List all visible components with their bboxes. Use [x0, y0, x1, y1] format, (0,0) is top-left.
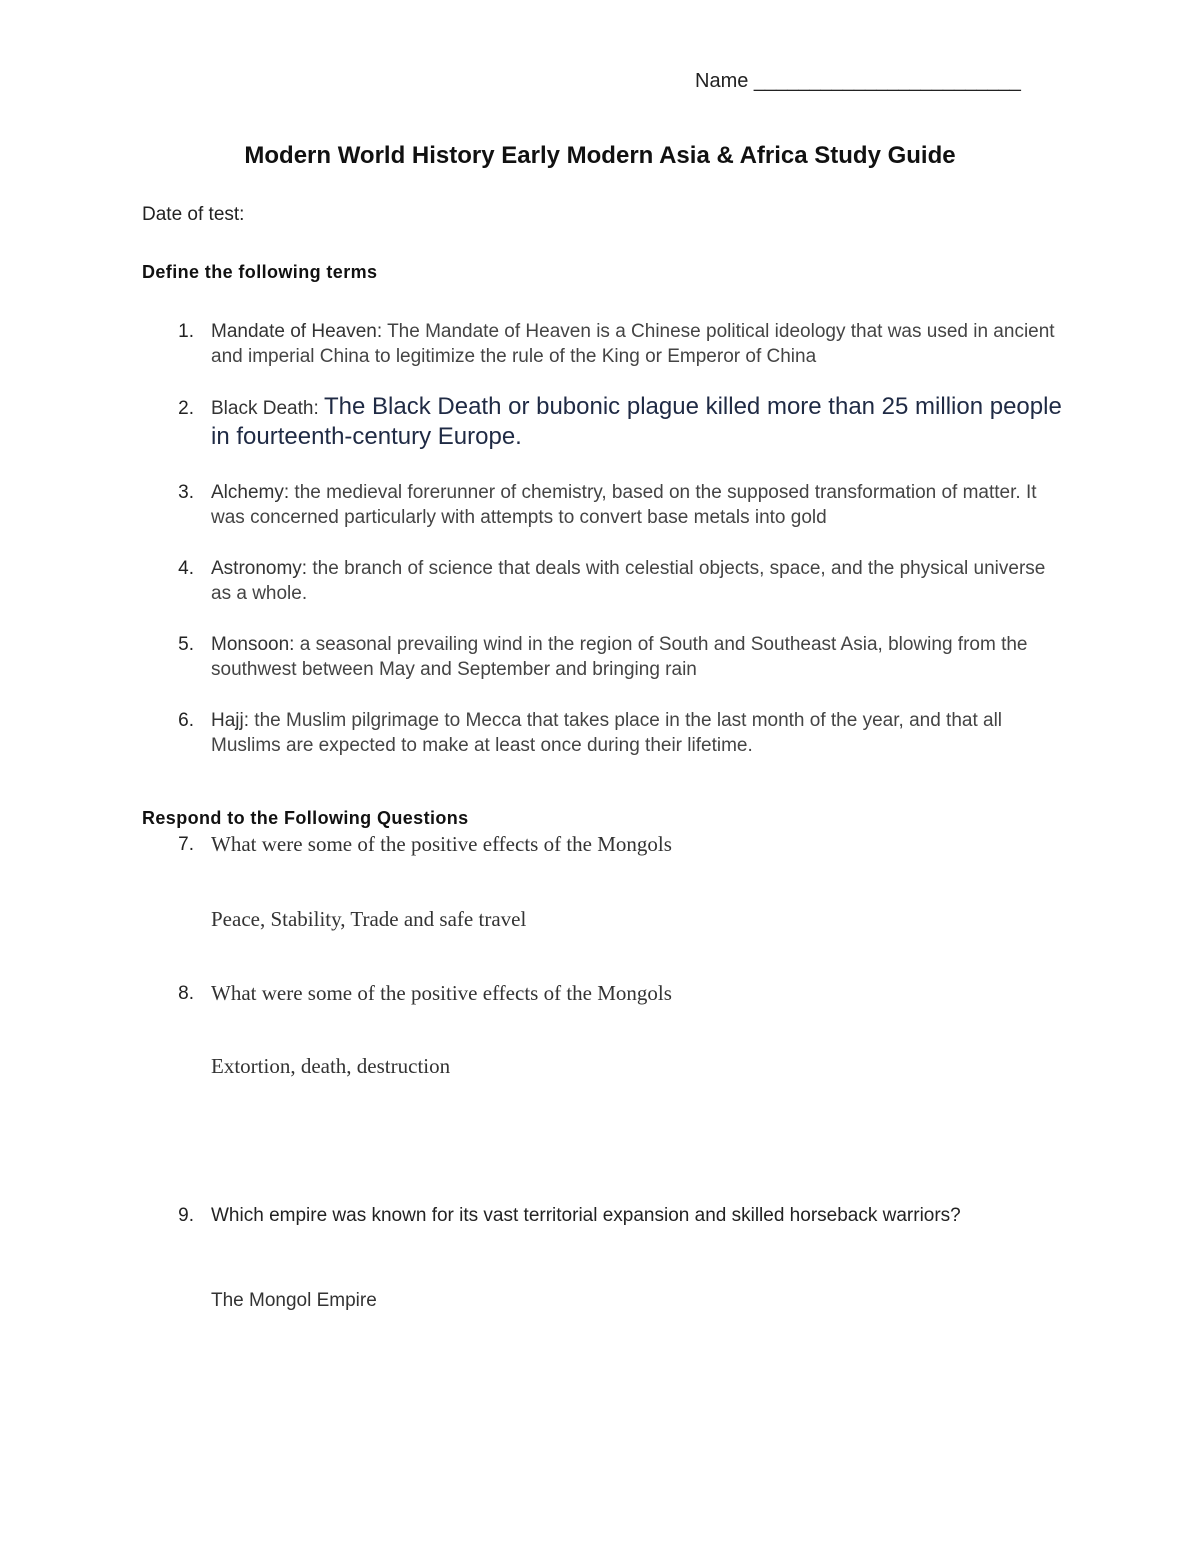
definition-item — [142, 708, 1062, 758]
term-label: Monsoon: — [211, 634, 295, 655]
item-number: 1. — [178, 321, 194, 342]
definition-item — [142, 319, 1062, 369]
answer-item — [142, 907, 1062, 932]
definition-item — [142, 480, 1062, 530]
item-number: 2. — [178, 398, 194, 419]
term-definition: a seasonal prevailing wind in the region of South and Southeast Asia, blowing from the southwest between May and September and bringing rain — [211, 634, 1028, 680]
term-definition: the Muslim pilgrimage to Mecca that takes place in the last month of the year, and that all Muslims are expected to make at least once during their lifetime. — [211, 710, 1003, 756]
term-definition: The Mandate of Heaven is a Chinese political ideology that was used in ancient and imperial China to legitimize the rule of the King or Emperor of China — [211, 321, 1055, 367]
question-item — [142, 1201, 1022, 1230]
answer-text: Extortion, death, destruction — [211, 1054, 451, 1078]
question-text: Which empire was known for its vast territorial expansion and skilled horseback warriors? — [211, 1205, 961, 1226]
definition-item — [142, 392, 1062, 452]
answer-text: Peace, Stability, Trade and safe travel — [211, 907, 527, 931]
term-label: Alchemy: — [211, 482, 290, 503]
question-text: What were some of the positive effects of the Mongols — [211, 981, 672, 1005]
question-text: What were some of the positive effects of the Mongols — [211, 832, 672, 856]
item-number: 6. — [178, 710, 194, 731]
term-label: Black Death: — [211, 398, 319, 419]
question-item — [142, 832, 1062, 857]
term-label: Hajj: — [211, 710, 250, 731]
definition-item — [142, 556, 1062, 606]
definition-item — [142, 632, 1062, 682]
item-number: 5. — [178, 634, 194, 655]
date-of-test-label: Date of test: — [142, 204, 245, 225]
page-title: Modern World History Early Modern Asia & Africa Study Guide — [244, 142, 956, 169]
term-definition: the branch of science that deals with celestial objects, space, and the physical universe as a whole. — [211, 558, 1046, 604]
term-label: Mandate of Heaven: — [211, 321, 383, 342]
name-field-label: Name ________________________ — [695, 70, 1021, 92]
item-number: 7. — [178, 834, 194, 855]
answer-item — [142, 1288, 1062, 1313]
define-terms-heading: Define the following terms — [142, 262, 378, 282]
item-number: 3. — [178, 482, 194, 503]
questions-heading: Respond to the Following Questions — [142, 808, 469, 828]
term-definition: The Black Death or bubonic plague killed more than 25 million people in fourteenth-century Europe. — [211, 393, 1062, 450]
answer-text: The Mongol Empire — [211, 1290, 377, 1311]
item-number: 4. — [178, 558, 194, 579]
term-definition: the medieval forerunner of chemistry, based on the supposed transformation of matter. It was concerned particularly with attempts to convert base metals into gold — [211, 482, 1037, 528]
item-number: 9. — [178, 1205, 194, 1226]
question-item — [142, 981, 1062, 1006]
item-number: 8. — [178, 983, 194, 1004]
answer-item — [142, 1054, 1062, 1079]
term-label: Astronomy: — [211, 558, 308, 579]
